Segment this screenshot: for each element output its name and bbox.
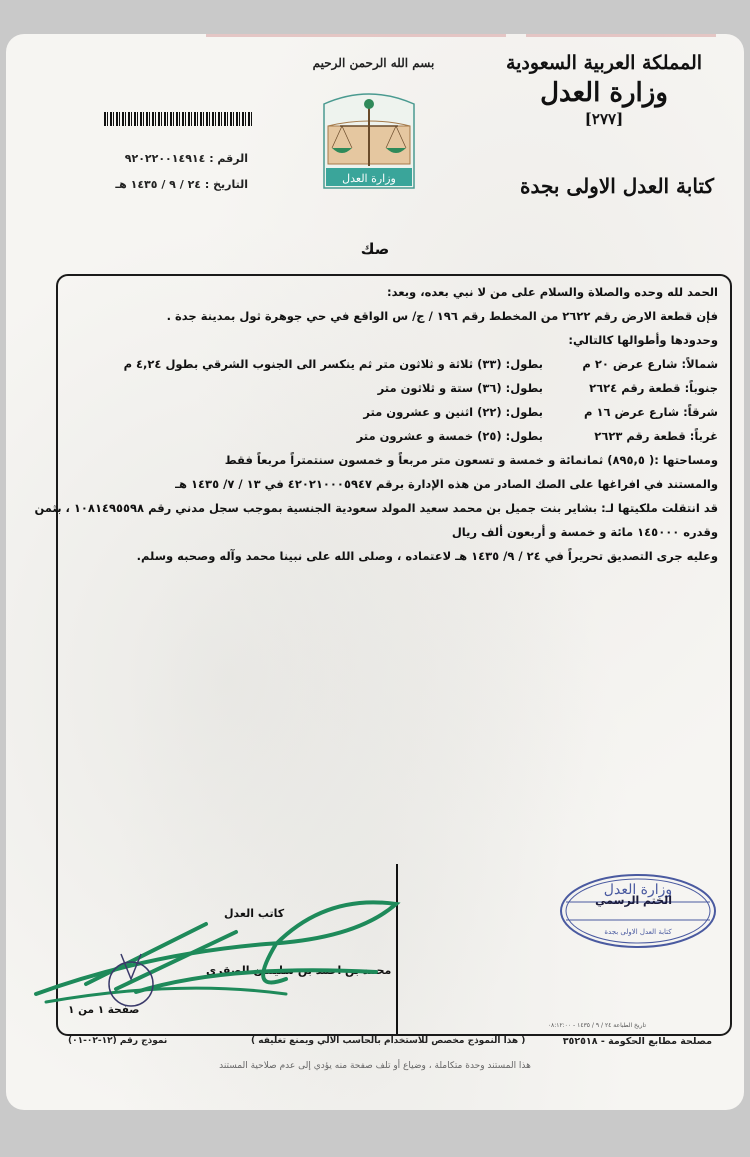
barcode: [104, 112, 254, 126]
svg-text:وزارة العدل: وزارة العدل: [342, 172, 396, 185]
date-label: التاريخ :: [204, 178, 248, 191]
page-number: صفحة ١ من ١: [68, 1004, 140, 1016]
bound-direction: شرقاً: شارع عرض ١٦ م: [584, 405, 718, 419]
bound-east: [68, 400, 718, 424]
transfer-line: قد انتقلت ملكيتها لـ: بشاير بنت جميل بن محمد سعيد المولد سعودية الجنسية بموجب سجل مدني رقم ١٠٨١٤٩٥٥٩٨ ، بثمن: [34, 501, 718, 515]
reference-number: [98, 152, 248, 165]
deed-page: [6, 34, 744, 1110]
official-stamp-icon: [558, 872, 718, 950]
ministry-name: وزارة العدل: [540, 78, 668, 108]
bound-length: بطول: (٢٢) اثنين و عشرون متر: [363, 405, 543, 419]
bounds-intro: وحدودها وأطوالها كالتالي:: [568, 333, 718, 347]
court-name: كتابة العدل الاولى بجدة: [520, 174, 714, 198]
usage-notice: ( هذا النموذج مخصص للاستخدام بالحاسب الآلي ويمنع تغليفه ): [251, 1036, 526, 1046]
bound-direction: جنوباً: قطعة رقم ٢٦٢٤: [589, 381, 718, 395]
reference-value: ٩٢٠٢٢٠٠١٤٩١٤: [124, 152, 206, 165]
reference-deed-line: والمستند في افراغها على الصك الصادر من هذه الإدارة برقم ٤٢٠٢١٠٠٠٥٩٤٧ في ١٣ / ٧/ ١٤٣٥ هـ: [175, 477, 718, 491]
notary-title: كاتب العدل: [224, 907, 285, 920]
bound-south: [68, 376, 718, 400]
stamp-label: الختم الرسمي: [595, 894, 672, 907]
scan-artifact: [526, 34, 716, 37]
bound-north: [68, 352, 718, 376]
price-line: وقدره ١٤٥٠٠٠ مائة و خمسة و أربعون ألف ريال: [451, 525, 718, 539]
date-value: ٢٤ / ٩ / ١٤٣٥ هـ: [115, 178, 202, 191]
area-line: ومساحتها :( ٨٩٥,٥) ثمانمائة و خمسة و تسعون متر مربعاً و خمسون سنتمتراً مربعاً فقط: [224, 453, 718, 467]
document-title: صك: [360, 240, 390, 258]
bound-west: [68, 424, 718, 448]
kingdom-name: المملكة العربية السعودية: [505, 52, 703, 74]
notary-name: محمد بن احمد بن سليمان الصقري: [206, 964, 392, 977]
bound-direction: غرباً: قطعة رقم ٢٦٢٣: [594, 429, 718, 443]
deed-body: [34, 280, 718, 568]
integrity-note: هذا المستند وحدة متكاملة ، وضياع أو تلف صفحة منه يؤدي إلى عدم صلاحية المستند: [219, 1061, 531, 1071]
bound-direction: شمالاً: شارع عرض ٢٠ م: [582, 357, 718, 371]
ministry-header: [494, 52, 714, 128]
parcel-line: فإن قطعة الارض رقم ٢٦٢٢ من المخطط رقم ١٩٦ / ج/ س الواقع في حي جوهرة ثول بمدينة جدة .: [166, 309, 718, 323]
opening-line: الحمد لله وحده والصلاة والسلام على من لا نبي بعده، وبعد:: [387, 285, 718, 299]
bound-length: بطول: (٢٥) خمسة و عشرون متر: [356, 429, 543, 443]
scan-artifact: [206, 34, 506, 37]
signature-icon: [26, 884, 406, 1014]
svg-text:كتابة العدل الاولى بجدة: كتابة العدل الاولى بجدة: [604, 928, 672, 936]
printer-name: مصلحة مطابع الحكومة - ٣٥٢٥١٨: [562, 1036, 712, 1047]
ministry-emblem-icon: [318, 86, 420, 194]
bound-length: بطول: (٣٦) ستة و ثلاثون متر: [377, 381, 543, 395]
print-timestamp: تاريخ الطباعة ٢٤ / ٩ / ١٤٣٥ - ٠٨:١٢:٠٠: [547, 1022, 646, 1029]
closing-line: وعليه جرى التصديق تحريراً في ٢٤ / ٩/ ١٤٣٥ هـ لاعتماده ، وصلى الله على نبينا محمد وآله وصحبه وسلم.: [136, 549, 718, 563]
basmala: بسم الله الرحمن الرحيم: [312, 56, 435, 70]
form-code: [٢٧٧]: [584, 110, 624, 128]
svg-text:وزارة العدل: وزارة العدل: [603, 882, 673, 898]
form-number: نموذج رقم (١٢-٠٢-٠١): [68, 1036, 168, 1046]
bound-length: بطول: (٣٣) ثلاثة و ثلاثون متر ثم ينكسر الى الجنوب الشرقي بطول ٤,٢٤ م: [123, 357, 543, 371]
reference-label: الرقم :: [209, 152, 248, 165]
issue-date: [98, 178, 248, 191]
